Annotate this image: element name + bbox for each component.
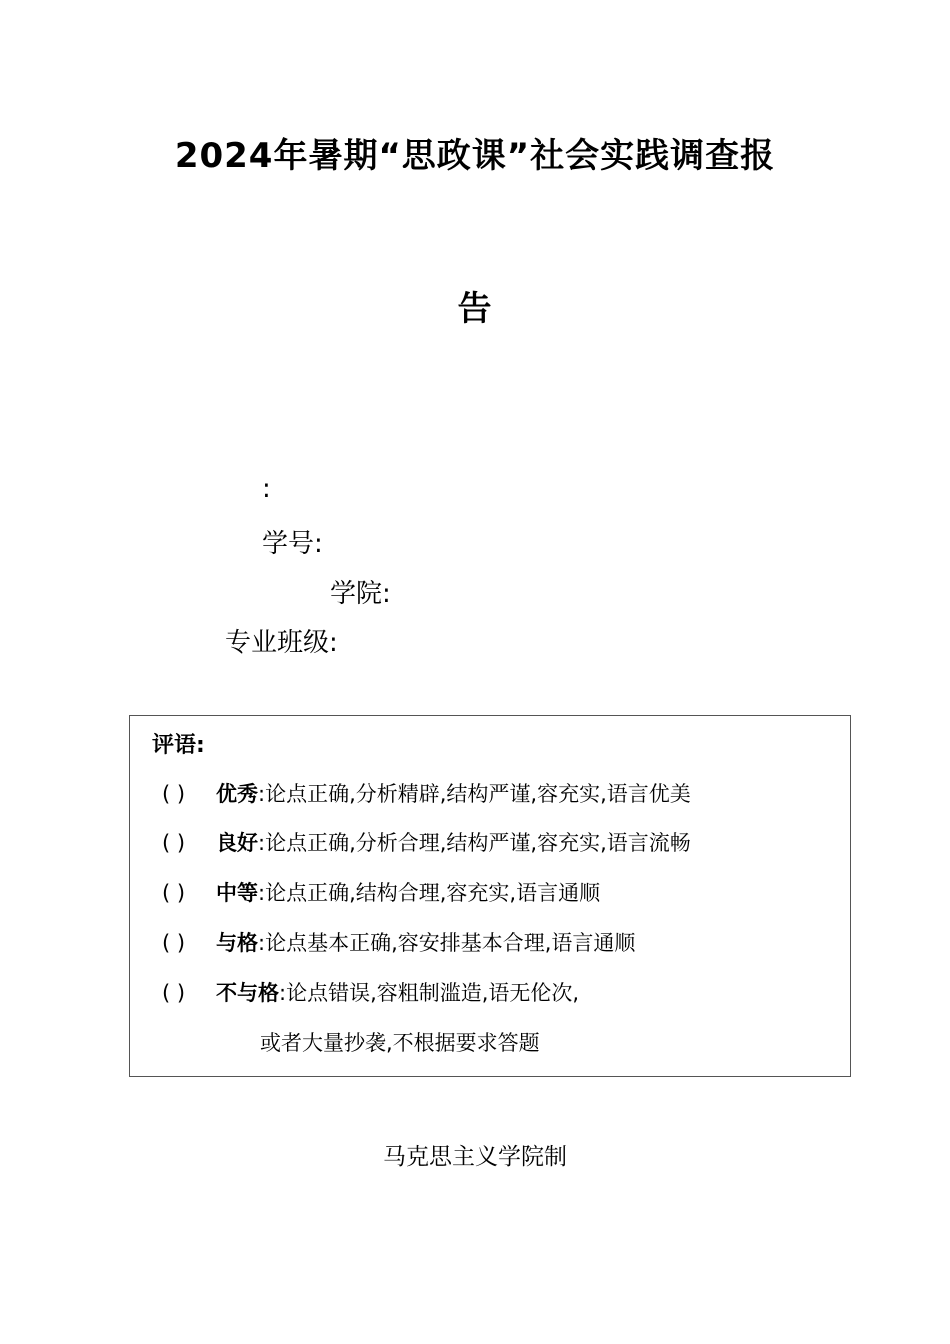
grade-label: 中等 bbox=[216, 881, 258, 905]
grade-label: 与格 bbox=[216, 931, 258, 955]
evaluation-row-pass bbox=[162, 927, 635, 957]
evaluation-fail-continuation: 或者大量抄袭,不根据要求答题 bbox=[260, 1031, 540, 1055]
grade-description: :论点基本正确,容安排基本合理,语言通顺 bbox=[258, 931, 636, 955]
evaluation-heading: 评语: bbox=[152, 733, 205, 758]
evaluation-row-fail bbox=[162, 977, 579, 1007]
grade-description: :论点正确,分析合理,结构严谨,容充实,语言流畅 bbox=[258, 831, 691, 855]
grade-checkbox-blank: ( ) bbox=[162, 782, 186, 806]
report-title-line-1: 2024年暑期“思政课”社会实践调查报 bbox=[174, 136, 776, 176]
grade-description: :论点正确,分析精辟,结构严谨,容充实,语言优美 bbox=[258, 782, 691, 806]
grade-checkbox-blank: ( ) bbox=[162, 981, 186, 1005]
grade-label: 优秀 bbox=[216, 782, 258, 806]
grade-checkbox-blank: ( ) bbox=[162, 831, 186, 855]
major-class-field-label: 专业班级: bbox=[225, 628, 338, 658]
issuer-footer: 马克思主义学院制 bbox=[383, 1144, 567, 1170]
evaluation-row-average bbox=[162, 877, 600, 907]
grade-label: 良好 bbox=[216, 831, 258, 855]
report-title-line-2: 告 bbox=[457, 289, 493, 329]
grade-checkbox-blank: ( ) bbox=[162, 931, 186, 955]
college-field-label: 学院: bbox=[330, 579, 391, 609]
evaluation-row-good bbox=[162, 827, 691, 857]
grade-description: :论点正确,结构合理,容充实,语言通顺 bbox=[258, 881, 601, 905]
student-id-field-label: 学号: bbox=[262, 529, 323, 559]
evaluation-box bbox=[129, 715, 851, 1077]
grade-checkbox-blank: ( ) bbox=[162, 881, 186, 905]
grade-label: 不与格 bbox=[216, 981, 279, 1005]
evaluation-row-excellent bbox=[162, 778, 691, 808]
grade-description: :论点错误,容粗制滥造,语无伦次, bbox=[279, 981, 580, 1005]
name-field-label: : bbox=[262, 474, 271, 504]
